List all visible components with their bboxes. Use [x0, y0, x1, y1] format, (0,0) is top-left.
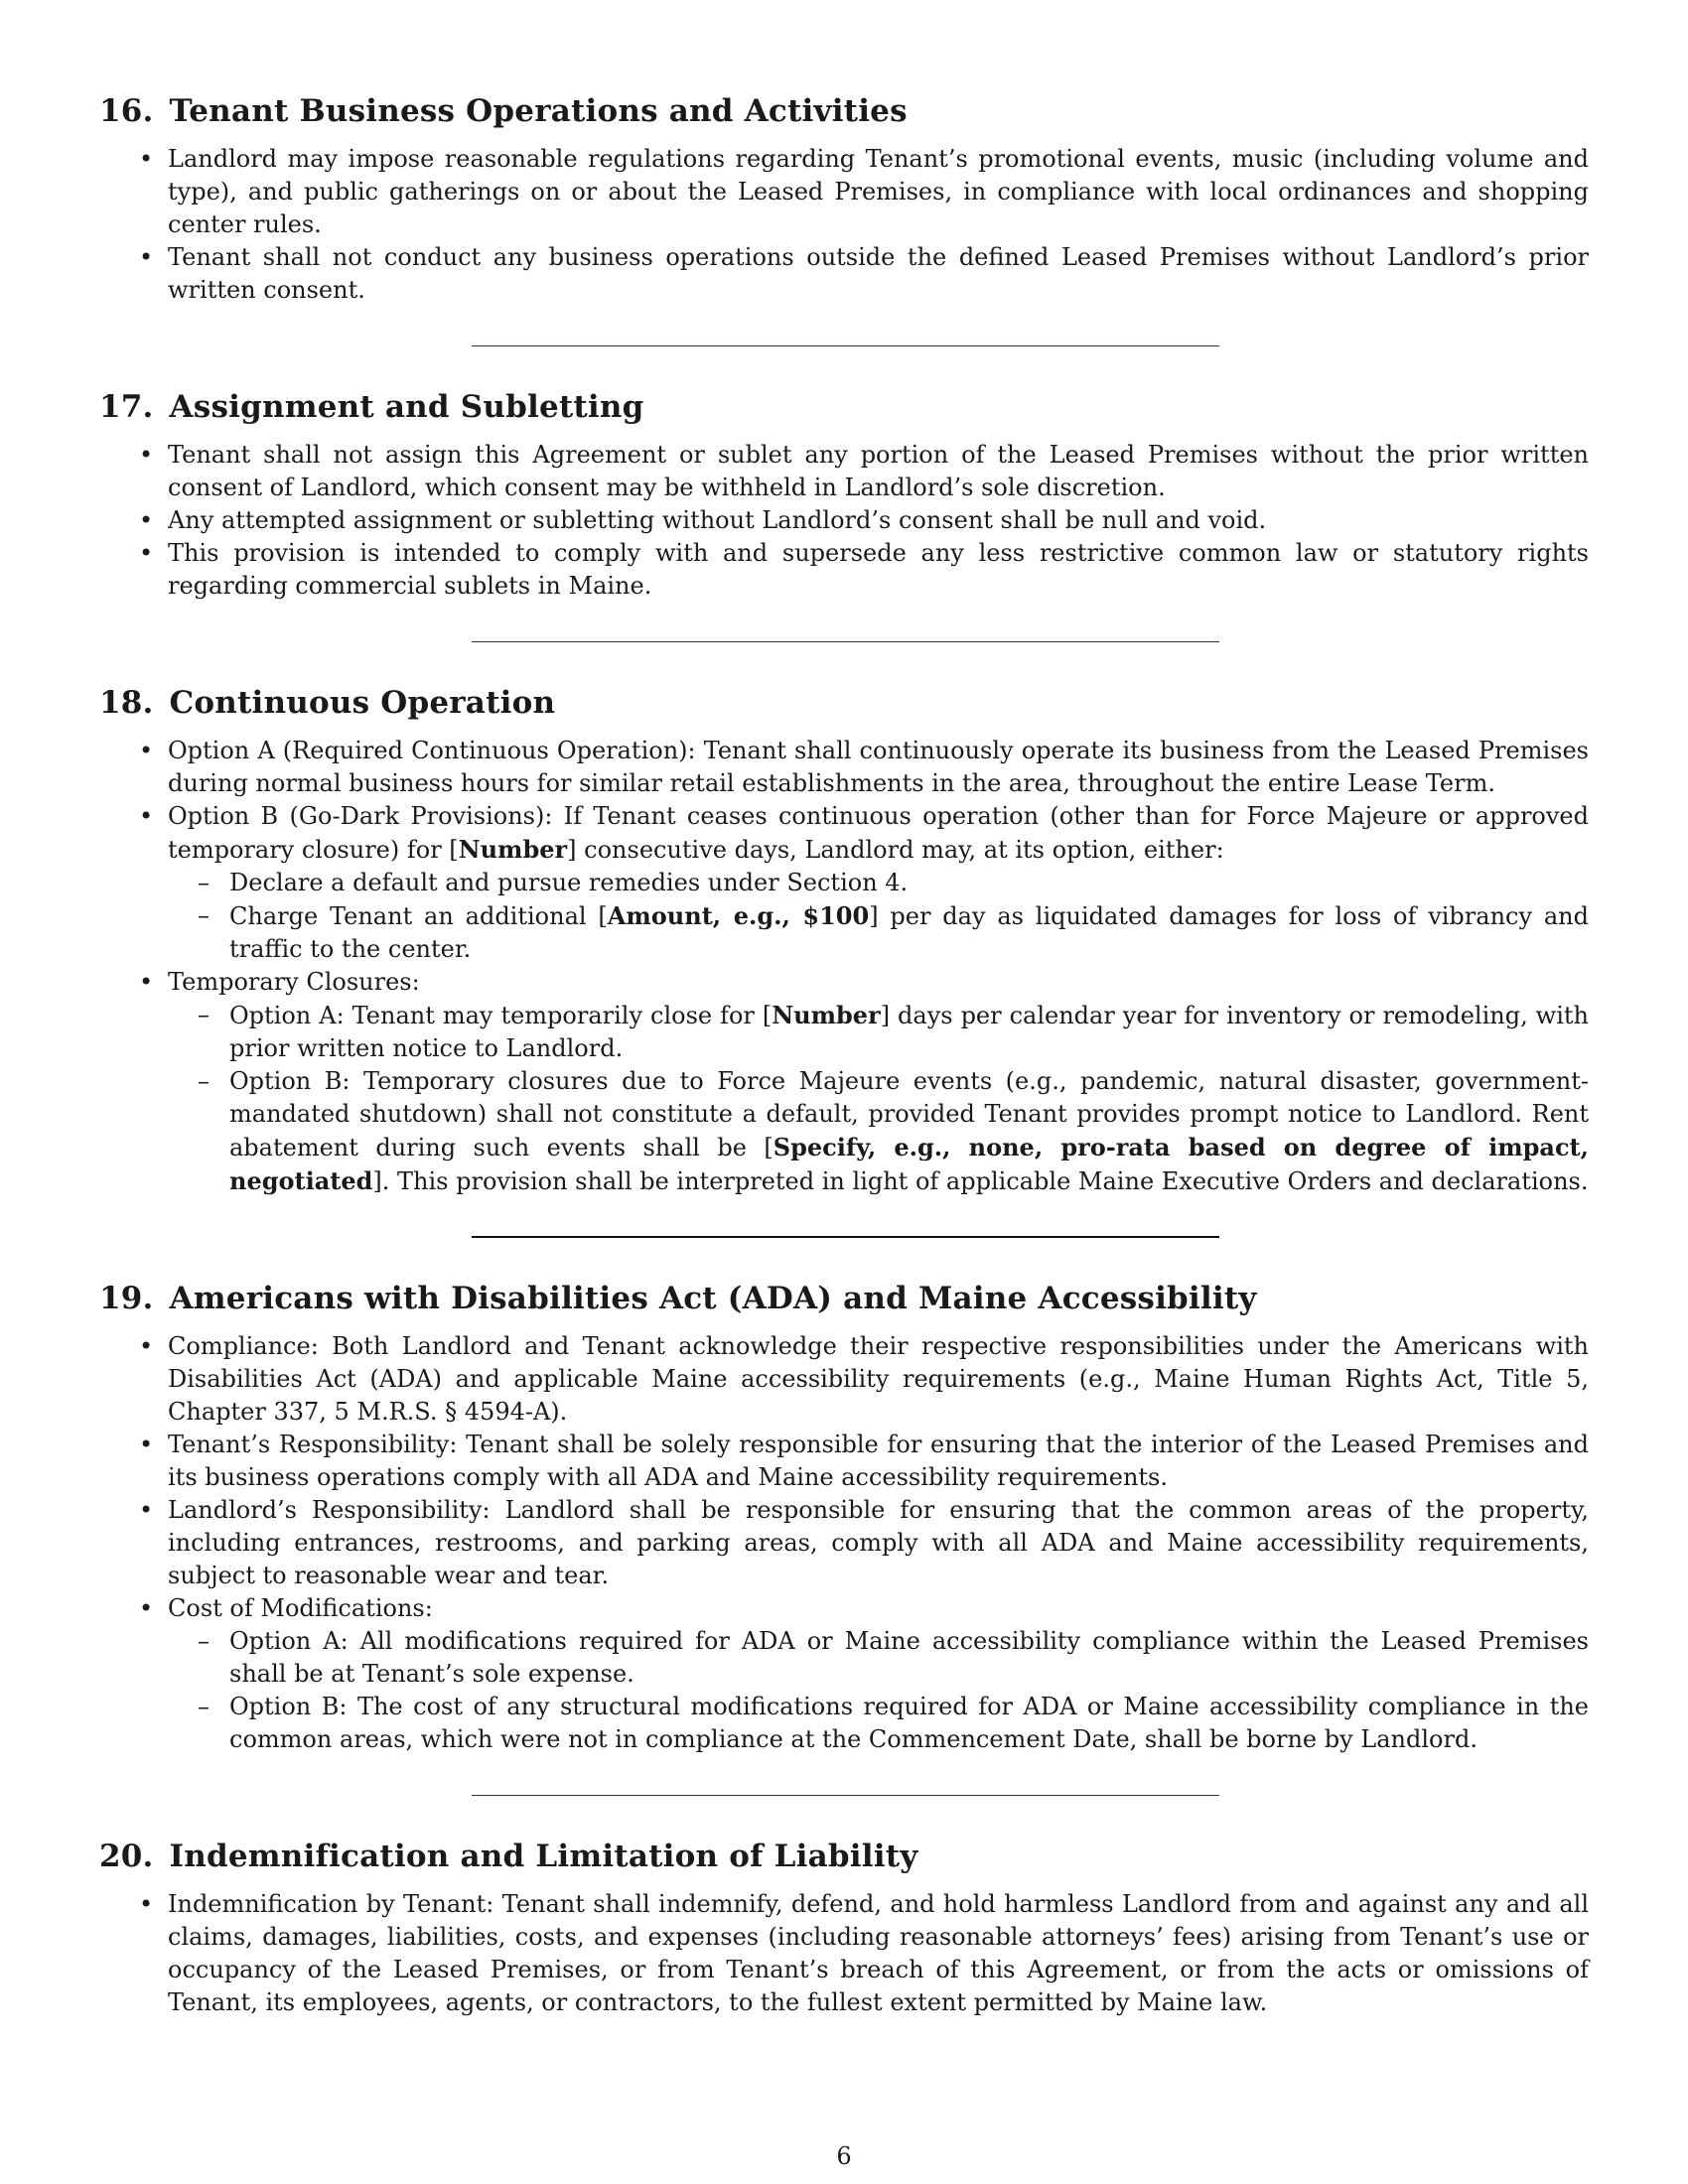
item-text: Option B: Temporary closures due to Force Majeure events (e.g., pandemic, natural disaster, government-mandated shutdown) shall not constitute a default, provided Tenant provides prompt notice to Landlord. Rent abatement during such events shall be [: [229, 1067, 1589, 1161]
section-title: Tenant Business Operations and Activities: [169, 93, 908, 129]
list-item: • Tenant’s Responsibility: Tenant shall be solely responsible for ensuring that the interior of the Leased Premises and its business operations comply with all ADA and Maine accessibility requirements.: [99, 1429, 1589, 1494]
sub-list-item: [168, 1065, 1589, 1198]
item-text: ] consecutive days, Landlord may, at its option, either:: [567, 836, 1224, 864]
section-divider: [472, 1236, 1219, 1238]
item-text: Cost of Modifications:: [168, 1594, 433, 1622]
document-page: [99, 91, 1589, 2019]
sub-list-item: [168, 899, 1589, 966]
list-item: • Landlord may impose reasonable regulations regarding Tenant’s promotional events, music (including volume and type), and public gatherings on or about the Leased Premises, in compliance with local ordinances and shopping center rules.: [99, 143, 1589, 241]
section-number: 20.: [99, 1839, 154, 1874]
section-number: 17.: [99, 389, 154, 425]
bullet-list: [99, 1888, 1589, 2019]
sub-list-item: – Option A: All modifications required for ADA or Maine accessibility compliance within the Leased Premises shall be at Tenant’s sole expense.: [168, 1625, 1589, 1691]
list-item: [99, 966, 1589, 1198]
section-17: [99, 387, 1589, 603]
section-19: [99, 1279, 1589, 1756]
sub-list: [168, 1625, 1589, 1756]
placeholder-field: Specify, e.g., none, pro-rata based on degree of impact, negotiated: [229, 1133, 1589, 1195]
section-16: [99, 91, 1589, 307]
item-text: Temporary Closures:: [168, 968, 420, 996]
sub-list: [168, 867, 1589, 966]
item-text: Option A: Tenant may temporarily close for [: [229, 1002, 773, 1029]
section-18: [99, 683, 1589, 1198]
item-text: Charge Tenant an additional [: [229, 902, 608, 930]
section-title: Indemnification and Limitation of Liability: [169, 1839, 918, 1874]
list-item: • Tenant shall not assign this Agreement or sublet any portion of the Leased Premises without the prior written consent of Landlord, which consent may be withheld in Landlord’s sole discretion.: [99, 439, 1589, 504]
section-title: Assignment and Subletting: [169, 389, 644, 425]
bullet-list: [99, 439, 1589, 603]
section-divider: [472, 1795, 1219, 1796]
section-heading: [99, 683, 1589, 723]
list-item: • Tenant shall not conduct any business operations outside the defined Leased Premises without Landlord’s prior written consent.: [99, 241, 1589, 307]
item-text: Option B (Go-Dark Provisions): If Tenant ceases continuous operation (other than for Force Majeure or approved temporary closure) for [: [168, 802, 1589, 864]
section-number: 19.: [99, 1281, 154, 1316]
list-item: [99, 1592, 1589, 1756]
section-heading: [99, 1279, 1589, 1318]
section-number: 16.: [99, 93, 154, 129]
section-title: Americans with Disabilities Act (ADA) and Maine Accessibility: [169, 1281, 1257, 1316]
placeholder-field: Number: [458, 835, 568, 864]
list-item: [99, 800, 1589, 966]
section-divider: [472, 345, 1219, 346]
section-heading: [99, 91, 1589, 131]
section-title: Continuous Operation: [169, 685, 556, 721]
list-item: • Any attempted assignment or subletting without Landlord’s consent shall be null and void.: [99, 504, 1589, 537]
section-number: 18.: [99, 685, 154, 721]
sub-list-item: [168, 999, 1589, 1065]
section-divider: [472, 641, 1219, 642]
section-heading: [99, 387, 1589, 427]
placeholder-field: Number: [772, 1001, 881, 1029]
sub-list: [168, 999, 1589, 1198]
sub-list-item: – Option B: The cost of any structural modifications required for ADA or Maine accessibility compliance in the common areas, which were not in compliance at the Commencement Date, shall be borne by Landlord.: [168, 1691, 1589, 1756]
list-item: • Option A (Required Continuous Operation): Tenant shall continuously operate its business from the Leased Premises during normal business hours for similar retail establishments in the area, throughout the entire Lease Term.: [99, 735, 1589, 800]
list-item: • Compliance: Both Landlord and Tenant acknowledge their respective responsibilities under the Americans with Disabilities Act (ADA) and applicable Maine accessibility requirements (e.g., Maine Human Rights Act, Title 5, Chapter 337, 5 M.R.S. § 4594-A).: [99, 1330, 1589, 1429]
item-text: ]. This provision shall be interpreted in light of applicable Maine Executive Orders and declarations.: [372, 1167, 1589, 1195]
item-text: ] per day as liquidated damages for loss of vibrancy and traffic to the center.: [229, 902, 1589, 963]
sub-list-item: – Declare a default and pursue remedies under Section 4.: [168, 867, 1589, 899]
section-20: [99, 1837, 1589, 2019]
bullet-list: [99, 1330, 1589, 1756]
page-number: 6: [836, 2142, 852, 2170]
bullet-list: [99, 735, 1589, 1198]
list-item: • This provision is intended to comply with and supersede any less restrictive common law or statutory rights regarding commercial sublets in Maine.: [99, 537, 1589, 603]
section-heading: [99, 1837, 1589, 1876]
placeholder-field: Amount, e.g., $100: [607, 901, 870, 930]
list-item: • Indemnification by Tenant: Tenant shall indemnify, defend, and hold harmless Landlord from and against any and all claims, damages, liabilities, costs, and expenses (including reasonable attorneys’ fees) arising from Tenant’s use or occupancy of the Leased Premises, or from Tenant’s breach of this Agreement, or from the acts or omissions of Tenant, its employees, agents, or contractors, to the fullest extent permitted by Maine law.: [99, 1888, 1589, 2019]
list-item: • Landlord’s Responsibility: Landlord shall be responsible for ensuring that the common areas of the property, including entrances, restrooms, and parking areas, comply with all ADA and Maine accessibility requirements, subject to reasonable wear and tear.: [99, 1494, 1589, 1592]
bullet-list: [99, 143, 1589, 307]
item-text: ] days per calendar year for inventory or remodeling, with prior written notice to Landlord.: [229, 1002, 1590, 1062]
